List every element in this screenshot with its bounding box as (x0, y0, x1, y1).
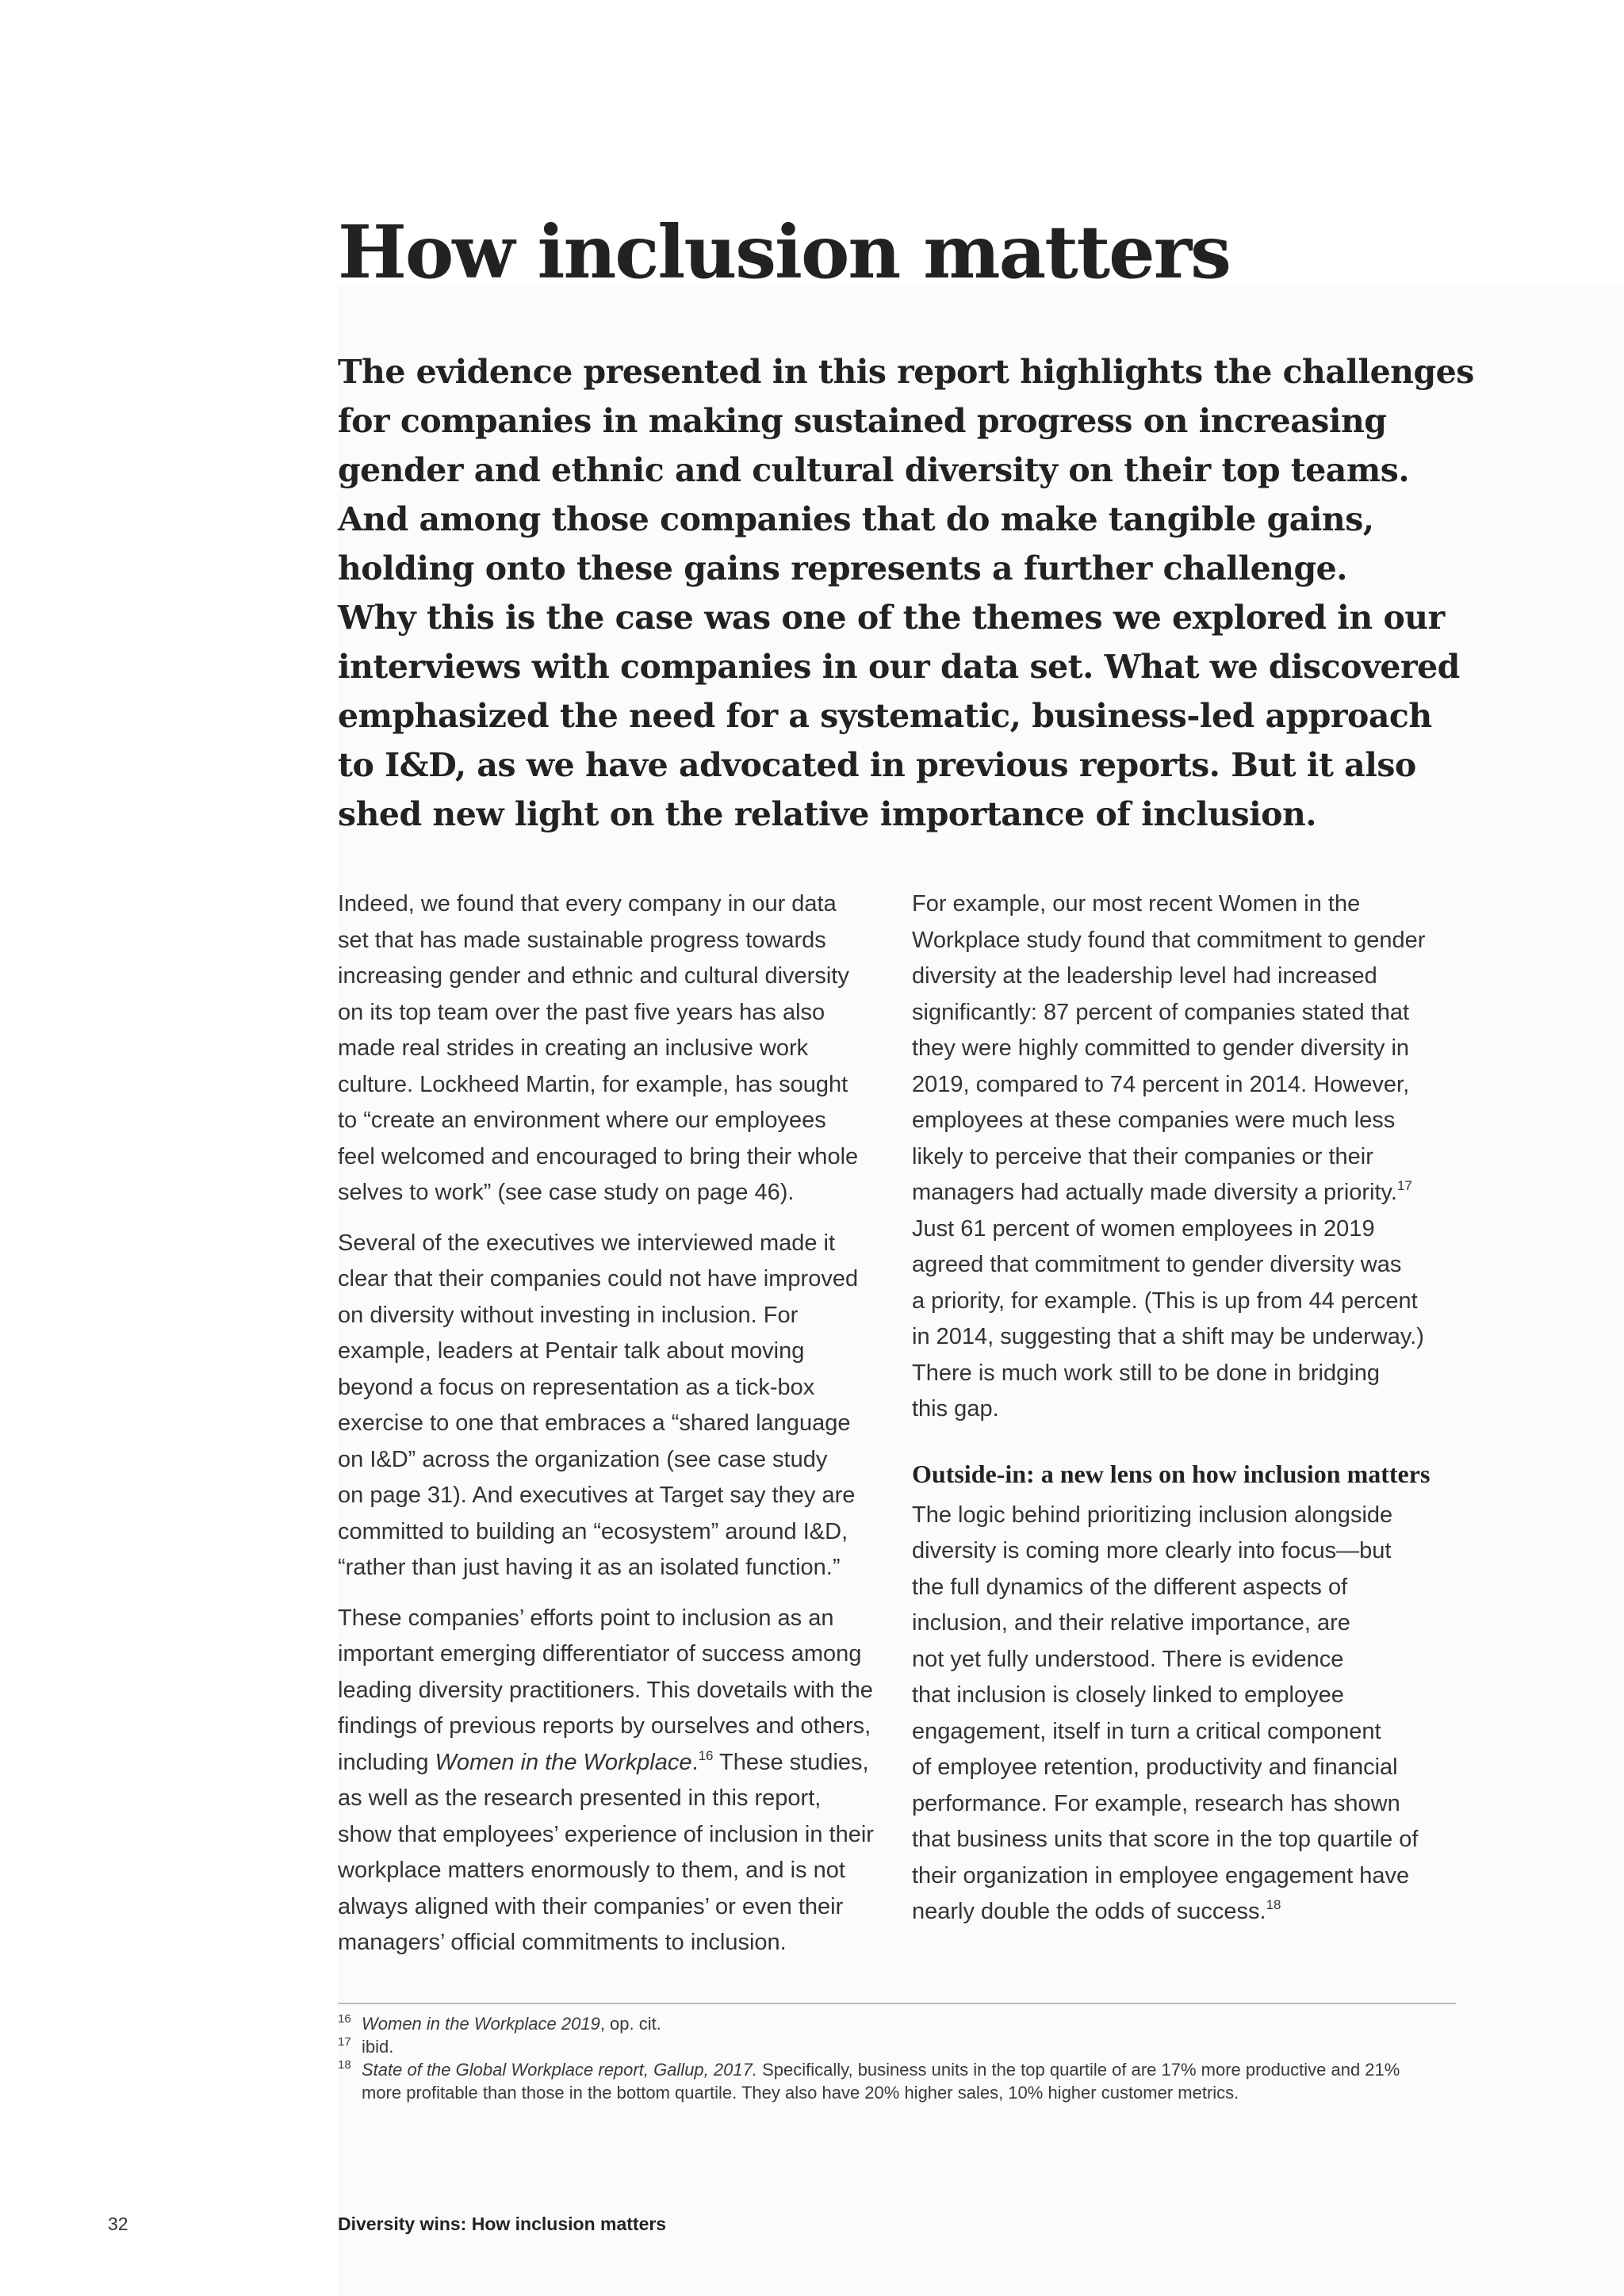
text-line: that business units that score in the top quartile of (912, 1827, 1419, 1852)
lead-line: to I&D, as we have advocated in previous reports. But it also (338, 746, 1416, 784)
text-line: always aligned with their companies’ or even their (338, 1893, 844, 1919)
text-line: The logic behind prioritizing inclusion alongside (912, 1502, 1393, 1528)
text-line: 2019, compared to 74 percent in 2014. However, (912, 1071, 1410, 1097)
footnotes (338, 2012, 1472, 2104)
text-line: “rather than just having it as an isolated function.” (338, 1555, 841, 1580)
lead-line: And among those companies that do make tangible gains, (338, 500, 1374, 538)
text-line: inclusion, and their relative importance, are (912, 1610, 1350, 1636)
text-line: likely to perceive that their companies or their (912, 1143, 1373, 1169)
text-line: on page 31). And executives at Target say they are (338, 1483, 856, 1508)
section-subheading: Outside-in: a new lens on how inclusion matters (912, 1459, 1431, 1488)
text-line: a priority, for example. (This is up from 44 percent (912, 1288, 1418, 1314)
text-line: agreed that commitment to gender diversity was (912, 1252, 1402, 1277)
text-line: on its top team over the past five years has also (338, 999, 825, 1025)
text-line: beyond a focus on representation as a tick-box (338, 1374, 815, 1400)
text-line: There is much work still to be done in bridging (912, 1360, 1380, 1386)
text-line: Just 61 percent of women employees in 2019 (912, 1215, 1375, 1242)
text-line: exercise to one that embraces a “shared language (338, 1410, 851, 1436)
text-line: selves to work” (see case study on page 46). (338, 1180, 795, 1205)
page-title: How inclusion matters (338, 209, 1230, 295)
footnote-17: 17 ibid. (338, 2035, 394, 2057)
text-line: findings of previous reports by ourselves and others, (338, 1713, 871, 1739)
text-line: leading diversity practitioners. This dovetails with the (338, 1677, 873, 1703)
reference-line: including Women in the Workplace.$^{16}$ These studies, (338, 1747, 869, 1775)
text-line: performance. For example, research has shown (912, 1790, 1400, 1816)
left-paragraph-2 (338, 1226, 909, 1586)
text-line: important emerging differentiator of success among (338, 1641, 862, 1667)
text-line: of employee retention, productivity and financial (912, 1755, 1398, 1780)
text-line: workplace matters enormously to them, and is not (338, 1858, 845, 1883)
text-line: These companies’ efforts point to inclusion as an (338, 1605, 834, 1631)
footnote-ref-16[interactable]: 16 (698, 1747, 714, 1763)
text-line: the full dynamics of the different aspects of (912, 1574, 1348, 1600)
text-line: their organization in employee engagement have (912, 1862, 1410, 1888)
text-line: culture. Lockheed Martin, for example, has sought (338, 1071, 848, 1097)
left-paragraph-1 (338, 886, 909, 1211)
text-line: managers’ official commitments to inclusion. (338, 1930, 787, 1955)
left-paragraph-3 (338, 1601, 909, 1961)
text-line: on diversity without investing in inclusion. For (338, 1302, 799, 1328)
lead-line: interviews with companies in our data set. What we discovered (338, 648, 1460, 686)
text-line: not yet fully understood. There is evidence (912, 1646, 1344, 1672)
text-line: diversity is coming more clearly into focus—but (912, 1538, 1392, 1563)
text-line: set that has made sustainable progress towards (338, 927, 826, 953)
lead-line: shed new light on the relative importance of inclusion. (338, 795, 1317, 833)
text-line: as well as the research presented in this report, (338, 1785, 822, 1811)
text-line: clear that their companies could not have improved (338, 1266, 859, 1292)
footnote-ref-18[interactable]: 18 (1266, 1897, 1281, 1912)
page-number: 32 (108, 2214, 128, 2234)
footnote-16: 16 Women in the Workplace 2019, op. cit. (338, 2012, 661, 2034)
footnote-ref-17[interactable]: 17 (1396, 1178, 1412, 1193)
text-line: engagement, itself in turn a critical component (912, 1718, 1381, 1744)
text-line: they were highly committed to gender diversity in (912, 1035, 1410, 1061)
right-paragraph-2: The logic behind prioritizing inclusion alongside diversity is coming more clearly into focus—but the full dynamics of the different aspects of inclusion, and their relative importance, are not yet fully understood. There is evidence that inclusion is closely linked to employee engagement, itself in turn a critical component of employee retention, productivity and financial performance. For example, research has shown that business units that score in the top quartile of their organization in employee engagement have nearly double the odds of success.$^{18}$ (912, 1498, 1483, 1931)
text-line: employees at these companies were much less (912, 1108, 1396, 1133)
lead-paragraph (338, 347, 1474, 839)
footnote-18: 18 State of the Global Workplace report, Gallup, 2017. Specifically, business units in the top quartile of are 17% more productive and 21% more profitable than those in the bottom quartile. They also have 20% higher sales, 10% higher customer metrics. (338, 2058, 1400, 2103)
lead-line: for companies in making sustained progress on increasing (338, 402, 1387, 440)
lead-line: emphasized the need for a systematic, business-led approach (338, 697, 1432, 735)
text-line: that inclusion is closely linked to employee (912, 1682, 1344, 1708)
right-paragraph-1: For example, our most recent Women in the Workplace study found that commitment to gender diversity at the leadership level had increased significantly: 87 percent of companies stated that they were highly committed to gender diversity in 2019, compared to 74 percent in 2014. However, employees at these companies were much less likely to perceive that their companies or their managers had actually made diversity a priority.$^{17}$ Just 61 percent of women employees in 2019 agreed that commitment to gender diversity was a priority, for example. (This is up from 44 percent in 2014, suggesting that a shift may be underway.) There is much work still to be done in bridging this gap. (912, 886, 1483, 1428)
text-line: Several of the executives we interviewed made it (338, 1230, 836, 1256)
footnote-divider (338, 2003, 1456, 2004)
text-line: Workplace study found that commitment to gender (912, 927, 1426, 953)
text-line: this gap. (912, 1396, 999, 1422)
text-line: For example, our most recent Women in the (912, 891, 1361, 916)
text-line: show that employees’ experience of inclusion in their (338, 1821, 874, 1847)
reference-title: Women in the Workplace (435, 1749, 692, 1775)
text-line: on I&D” across the organization (see case study (338, 1446, 828, 1472)
running-footer: Diversity wins: How inclusion matters (338, 2214, 667, 2234)
text-line: increasing gender and ethnic and cultural diversity (338, 963, 849, 989)
text-line: significantly: 87 percent of companies stated that (912, 999, 1410, 1025)
text-line: example, leaders at Pentair talk about moving (338, 1338, 805, 1364)
text-line: made real strides in creating an inclusive work (338, 1035, 809, 1061)
text-line: feel welcomed and encouraged to bring their whole (338, 1143, 859, 1169)
lead-line: gender and ethnic and cultural diversity on their top teams. (338, 451, 1410, 489)
text-line: committed to building an “ecosystem” around I&D, (338, 1518, 848, 1544)
text-line: diversity at the leadership level had increased (912, 963, 1377, 989)
text-line: to “create an environment where our employees (338, 1108, 826, 1133)
right-column (912, 886, 1483, 1945)
left-column (338, 886, 909, 1976)
lead-line: Why this is the case was one of the themes we explored in our (338, 599, 1445, 637)
lead-line: holding onto these gains represents a further challenge. (338, 549, 1348, 587)
text-line: Indeed, we found that every company in our data (338, 891, 837, 916)
lead-line: The evidence presented in this report highlights the challenges (338, 353, 1474, 391)
text-line: in 2014, suggesting that a shift may be underway.) (912, 1324, 1424, 1349)
